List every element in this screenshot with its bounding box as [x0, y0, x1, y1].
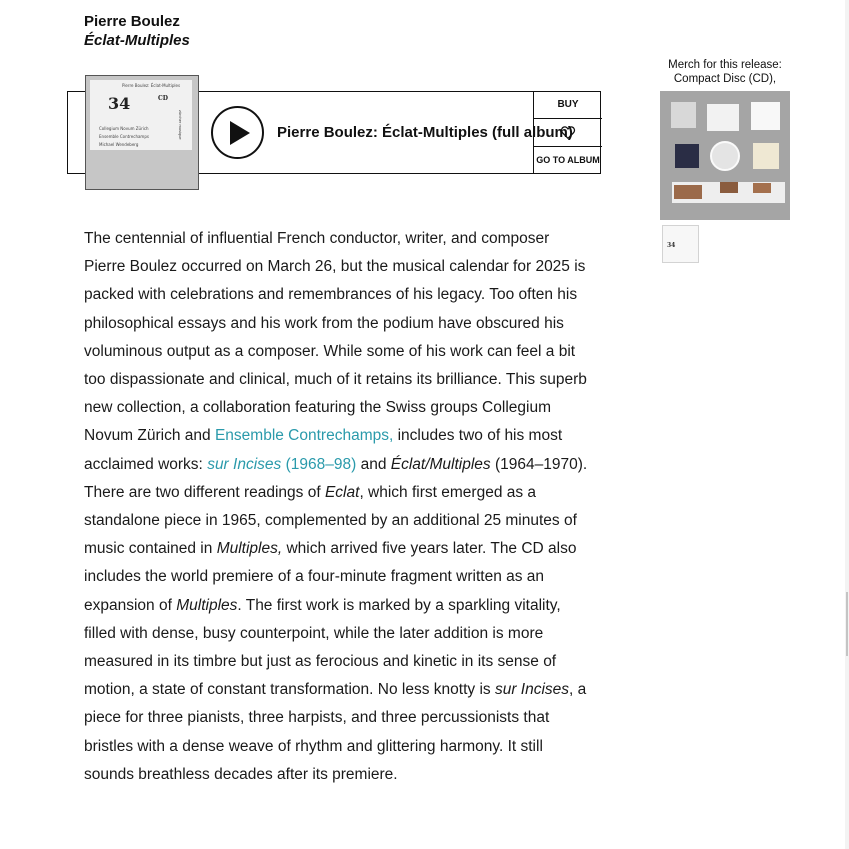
work-title-multiples: Multiples, [216, 540, 283, 558]
artist-name[interactable]: Pierre Boulez [84, 13, 180, 30]
text-segment: , which first emerged as a standalone piece in 1965, complemented by an additional 25 minutes of music contained in [84, 483, 577, 558]
play-button[interactable] [211, 106, 264, 159]
text-segment: (1964–1970). There are two different readings of [84, 455, 588, 501]
article-paragraph [84, 225, 594, 789]
play-icon [230, 121, 250, 145]
merch-back-cover [751, 102, 780, 130]
merch-disc [710, 141, 740, 171]
merch-spread-photo [720, 182, 738, 193]
cover-side-text: zürcher musique [178, 110, 183, 140]
merch-thumbnail-number: 34 [667, 242, 676, 249]
cover-format: CD [158, 95, 168, 102]
track-title[interactable]: Pierre Boulez: Éclat-Multiples (full album) [277, 124, 573, 141]
link-ensemble-contrechamps[interactable]: Ensemble Contrechamps, [214, 427, 394, 445]
cover-header-text: Pierre Boulez: Éclat-Multiples [122, 83, 181, 88]
scrollbar-thumb[interactable] [846, 592, 848, 656]
text-segment: which arrived five years later. The CD also includes the world premiere of a four-minute fragment written as an expansion of [84, 540, 577, 614]
merch-spread-photo [753, 183, 771, 193]
article-body [84, 225, 594, 789]
merch-label[interactable]: Merch for this release: Compact Disc (CD), [668, 59, 782, 85]
cover-line-1: Collegium Novum Zürich [99, 126, 149, 131]
album-cover[interactable] [85, 75, 199, 190]
work-title-eclat-multiples: Éclat/Multiples [390, 455, 491, 473]
work-title-sur-incises: sur Incises [494, 681, 570, 699]
merch-spread-photo [674, 185, 702, 199]
merch-cd-case [671, 102, 696, 128]
text-segment: , a piece for three pianists, three harpists, and three percussionists that bristles with a dense weave of rhythm and glittering harmony. It still sounds breathless decades after its premiere. [84, 681, 587, 783]
wishlist-button[interactable] [534, 119, 602, 147]
work-title-multiples: Multiples [176, 596, 238, 614]
cover-card [90, 80, 192, 150]
merch-booklet [707, 104, 739, 131]
merch-product-image[interactable] [660, 91, 790, 220]
merch-insert [753, 143, 779, 169]
link-sur-incises[interactable]: sur Incises [207, 455, 282, 473]
cover-line-3: Michael Wendeberg [99, 142, 139, 147]
merch-thumbnail[interactable] [662, 225, 699, 263]
text-segment: . The first work is marked by a sparkling vitality, filled with dense, busy counterpoint, while the later addition is more measured in its timbre but just as ferocious and kinetic in its sense of motion, a state of constant transformation. No less knotty is [84, 596, 561, 699]
text-segment: includes two of his most acclaimed works: [84, 427, 563, 473]
cover-line-2: Ensemble Contrechamps [99, 134, 149, 139]
merch-photo [675, 144, 699, 168]
page-scrollbar[interactable] [845, 0, 849, 849]
text-segment: and [356, 455, 391, 473]
release-header [84, 12, 190, 50]
player-actions [533, 91, 602, 174]
heart-icon [561, 126, 575, 139]
go-to-album-button[interactable]: GO TO ALBUM [536, 155, 600, 165]
buy-button[interactable]: BUY [534, 91, 602, 119]
text-segment: The centennial of influential French conductor, writer, and composer Pierre Boulez occurred on March 26, but the musical calendar for 2025 is packed with celebrations and remembrances of his legacy. Too often his philosophical essays and his work from the podium have obscured his voluminous output as a composer. While some of his work can feel a bit too dispassionate and clinical, much of it retains its brilliance. This superb new collection, a collaboration featuring the Swiss groups Collegium Novum Zürich and [84, 230, 587, 445]
link-sur-incises-years[interactable]: (1968–98) [281, 455, 357, 473]
work-title-eclat: Eclat [324, 483, 360, 501]
cover-number: 34 [108, 94, 131, 113]
album-title[interactable]: Éclat-Multiples [84, 32, 190, 49]
